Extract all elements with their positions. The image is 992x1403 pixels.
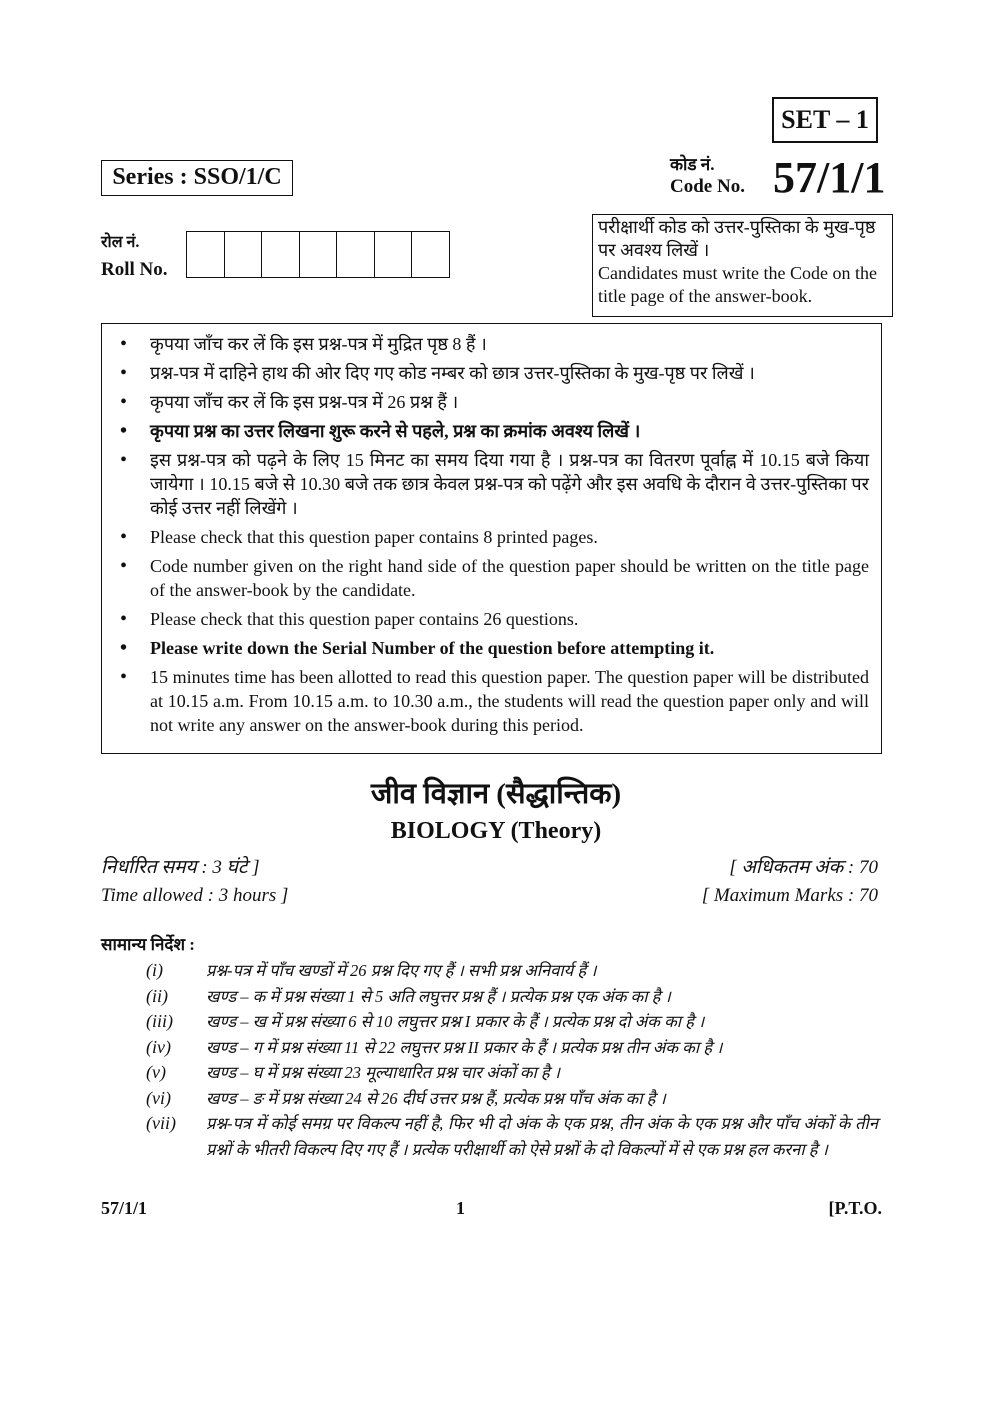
roll-number-cell[interactable] <box>337 232 375 277</box>
roll-number-cell[interactable] <box>225 232 263 277</box>
general-instruction-item <box>146 1111 878 1162</box>
roll-number-cell[interactable] <box>375 232 413 277</box>
subject-title-english: BIOLOGY (Theory) <box>390 818 602 844</box>
general-instructions-heading: सामान्य निर्देश : <box>101 935 195 954</box>
code-label-english: Code No. <box>670 176 745 197</box>
instruction-item: • 15 minutes time has been allotted to read this question paper. The question paper will be distributed at 10.15 a.m. From 10.15 a.m. to 10.30 a.m., the students will read the question paper only and will not write any answer on the answer-book during this period. <box>150 665 869 737</box>
roll-number-cell[interactable] <box>262 232 300 277</box>
general-instruction-text: प्रश्न-पत्र में कोई समग्र पर विकल्प नहीं है, फिर भी दो अंक के एक प्रश्न, तीन अंक के एक प्रश्न और पाँच अंकों के तीन प्रश्नों के भीतरी विकल्प दिए गए हैं । प्रत्येक परीक्षार्थी को ऐसे प्रश्नों के दो विकल्पों में से एक प्रश्न हल करना है । <box>206 1114 878 1159</box>
set-label: SET – 1 <box>772 97 878 143</box>
general-instruction-text: प्रश्न-पत्र में पाँच खण्डों में 26 प्रश्न दिए गए हैं । सभी प्रश्न अनिवार्य हैं । <box>206 961 597 980</box>
general-instruction-item <box>146 1086 878 1112</box>
roll-number-cell[interactable] <box>187 232 225 277</box>
general-instruction-text: खण्ड – ग में प्रश्न संख्या 11 से 22 लघुत्तर प्रश्न II प्रकार के हैं । प्रत्येक प्रश्न तीन अंक का है । <box>206 1037 723 1057</box>
general-instruction-item <box>146 984 878 1010</box>
instruction-item: • कृपया जाँच कर लें कि इस प्रश्न-पत्र में मुद्रित पृष्ठ 8 हैं । <box>150 332 869 356</box>
roll-number-grid[interactable] <box>186 231 450 278</box>
general-instruction-item <box>146 1009 878 1035</box>
general-instruction-item <box>146 958 878 984</box>
general-instruction-number: (iv) <box>146 1036 171 1057</box>
roll-number-cell[interactable] <box>412 232 450 277</box>
time-allowed-hindi: निर्धारित समय : 3 घंटे ] <box>101 857 260 878</box>
instructions-box <box>101 323 882 754</box>
time-marks-hindi <box>101 853 878 879</box>
general-instruction-item <box>146 1060 878 1086</box>
roll-label-hindi: रोल नं. <box>101 234 140 251</box>
page-footer <box>101 1198 882 1219</box>
roll-number-cell[interactable] <box>300 232 338 277</box>
general-instruction-text: खण्ड – क में प्रश्न संख्या 1 से 5 अति लघुत्तर प्रश्न हैं । प्रत्येक प्रश्न एक अंक का है । <box>206 986 671 1006</box>
general-instruction-number: (vi) <box>146 1087 171 1108</box>
page-number: 1 <box>456 1198 465 1218</box>
code-number: 57/1/1 <box>773 153 886 202</box>
instruction-item: • Code number given on the right hand side of the question paper should be written on the title page of the answer-book by the candidate. <box>150 554 869 602</box>
general-instruction-number: (i) <box>146 960 163 980</box>
candidate-note-english: Candidates must write the Code on the title page of the answer-book. <box>598 263 877 306</box>
general-instruction-item <box>146 1035 878 1061</box>
subject-title-hindi: जीव विज्ञान (सैद्धान्तिक) <box>370 778 622 810</box>
time-allowed-english: Time allowed : 3 hours ] <box>101 885 289 906</box>
footer-code: 57/1/1 <box>101 1198 148 1218</box>
instruction-item: • कृपया जाँच कर लें कि इस प्रश्न-पत्र में 26 प्रश्न हैं । <box>150 390 869 414</box>
general-instruction-number: (iii) <box>146 1011 173 1031</box>
series-label: Series : SSO/1/C <box>101 160 293 196</box>
time-marks-english <box>101 885 878 907</box>
roll-label-english: Roll No. <box>101 259 168 280</box>
general-instruction-number: (vii) <box>146 1113 176 1133</box>
general-instructions-list <box>146 958 878 1162</box>
general-instruction-number: (ii) <box>146 985 168 1006</box>
please-turn-over: [P.T.O. <box>828 1198 882 1218</box>
instruction-item: • इस प्रश्न-पत्र को पढ़ने के लिए 15 मिनट का समय दिया गया है । प्रश्न-पत्र का वितरण पूर्वाह्न में 10.15 बजे किया जायेगा । 10.15 बजे से 10.30 बजे तक छात्र केवल प्रश्न-पत्र को पढ़ेंगे और इस अवधि के दौरान वे उत्तर-पुस्तिका पर कोई उत्तर नहीं लिखेंगे । <box>150 448 869 520</box>
max-marks-hindi: [ अधिकतम अंक : 70 <box>729 857 878 878</box>
instruction-item: • प्रश्न-पत्र में दाहिने हाथ की ओर दिए गए कोड नम्बर को छात्र उत्तर-पुस्तिका के मुख-पृष्ठ पर लिखें । <box>150 361 869 385</box>
code-label-hindi: कोड नं. <box>670 155 715 174</box>
general-instruction-text: खण्ड – घ में प्रश्न संख्या 23 मूल्याधारित प्रश्न चार अंकों का है । <box>206 1063 561 1082</box>
instruction-item: • Please check that this question paper contains 8 printed pages. <box>150 525 869 549</box>
instruction-item: • Please write down the Serial Number of the question before attempting it. <box>150 636 869 660</box>
general-instruction-text: खण्ड – ङ में प्रश्न संख्या 24 से 26 दीर्घ उत्तर प्रश्न हैं, प्रत्येक प्रश्न पाँच अंक का है । <box>206 1088 666 1108</box>
candidate-code-note <box>592 214 893 317</box>
instruction-item: • कृपया प्रश्न का उत्तर लिखना शुरू करने से पहले, प्रश्न का क्रमांक अवश्य लिखें । <box>150 419 869 443</box>
max-marks-english: [ Maximum Marks : 70 <box>701 885 878 906</box>
general-instruction-number: (v) <box>146 1062 166 1082</box>
instructions-list <box>150 332 869 737</box>
candidate-note-hindi: परीक्षार्थी कोड को उत्तर-पुस्तिका के मुख-पृष्ठ पर अवश्य लिखें । <box>598 217 876 260</box>
general-instruction-text: खण्ड – ख में प्रश्न संख्या 6 से 10 लघुत्तर प्रश्न I प्रकार के हैं । प्रत्येक प्रश्न दो अंक का है । <box>206 1012 705 1031</box>
instruction-item: • Please check that this question paper contains 26 questions. <box>150 607 869 631</box>
